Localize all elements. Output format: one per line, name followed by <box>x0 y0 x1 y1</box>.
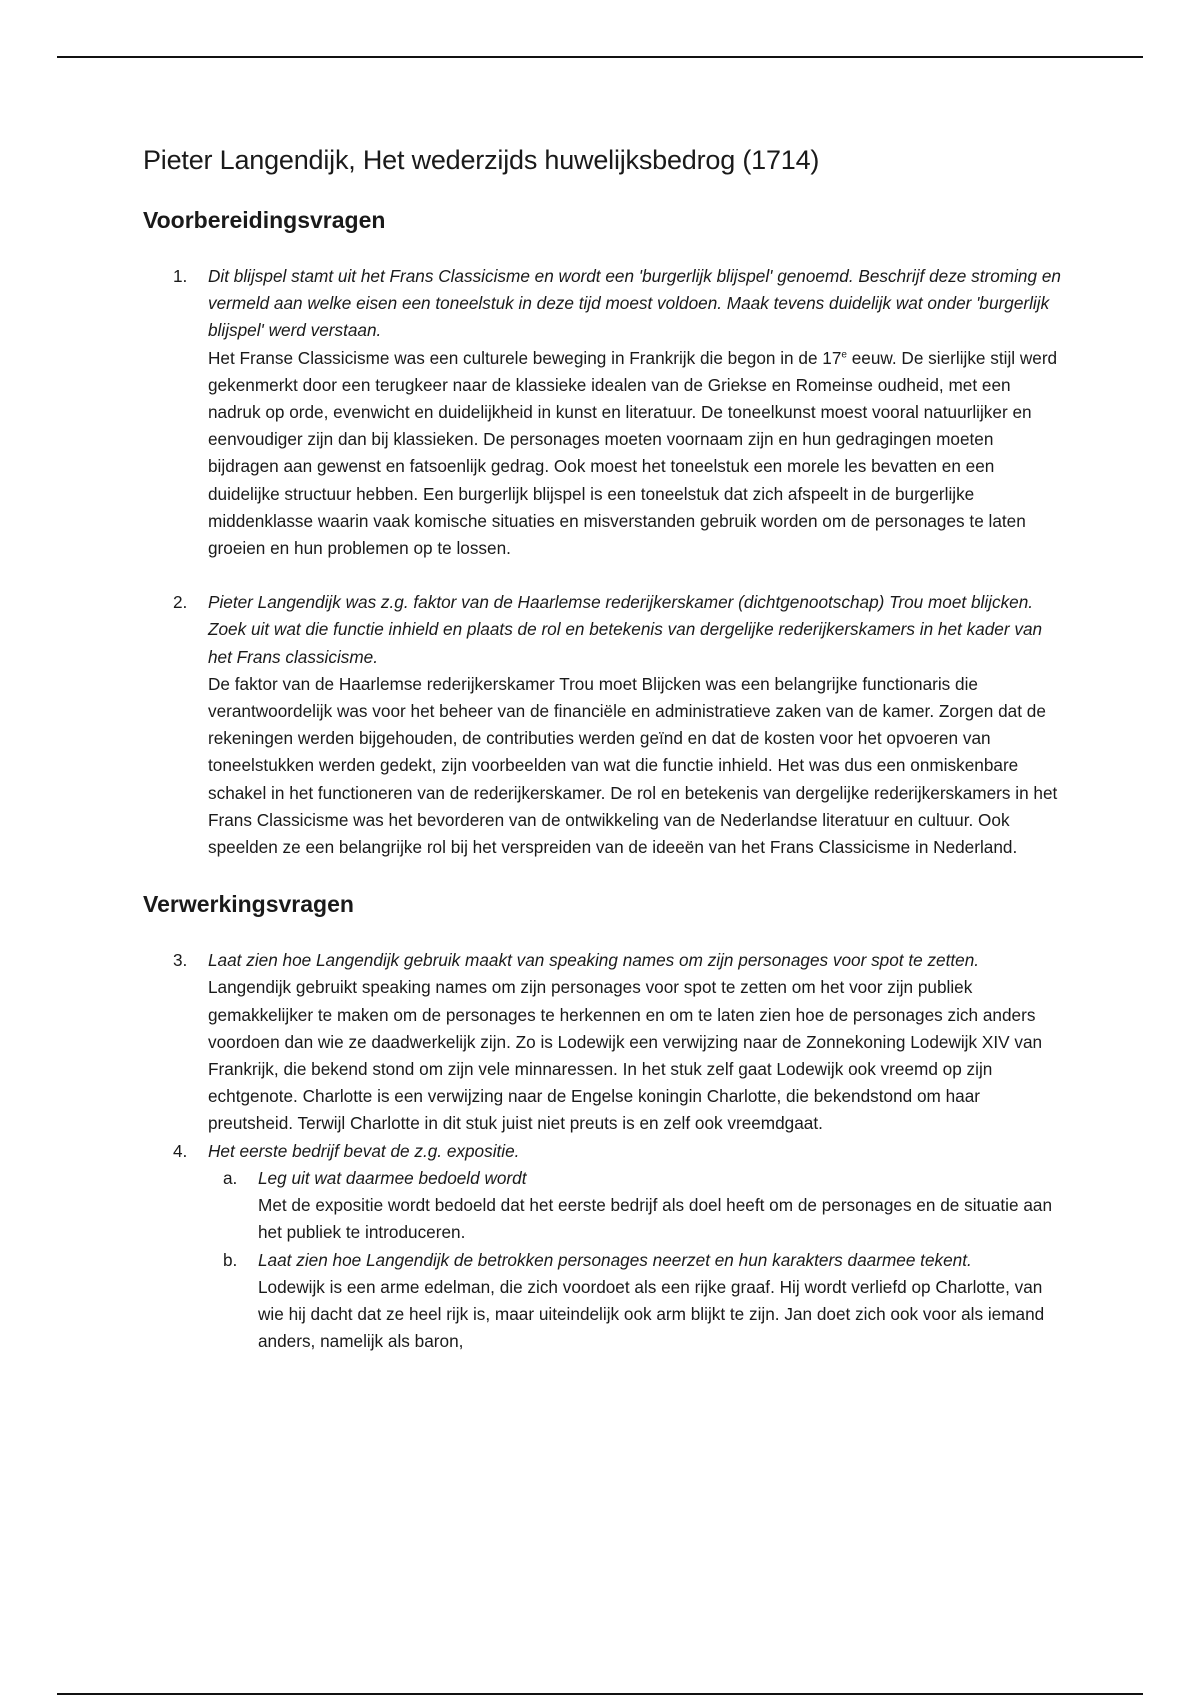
question-text: Het eerste bedrijf bevat de z.g. expositie. <box>208 1140 520 1161</box>
question-text: Laat zien hoe Langendijk gebruik maakt van speaking names om zijn personages voor spot te zetten. <box>208 950 980 971</box>
section-heading-voorbereidingsvragen: Voorbereidingsvragen <box>143 207 386 233</box>
footer-rule <box>57 1693 1143 1695</box>
question-text: Dit blijspel stamt uit het Frans Classicisme en wordt een 'burgerlijk blijspel' genoemd. Beschrijf deze stroming en vermeld aan welke eisen een toneelstuk in deze tijd moest voldoen. Maak tevens duidelijk wat onder 'burgerlijk blijspel' werd verstaan. <box>208 266 1061 341</box>
question-item-3 <box>143 947 1063 1137</box>
question-number: 1. <box>173 266 188 286</box>
century-superscript: e <box>841 348 847 360</box>
subquestion-answer: Lodewijk is een arme edelman, die zich voordoet als een rijke graaf. Hij wordt verliefd op Charlotte, van wie hij dacht dat ze heel rijk is, maar uiteindelijk ook arm blijkt te zijn. Jan doet zich ook voor als iemand anders, namelijk als baron, <box>258 1276 1045 1352</box>
section-heading-verwerkingsvragen: Verwerkingsvragen <box>143 891 354 918</box>
header-rule <box>57 56 1143 58</box>
question-number: 2. <box>173 592 188 613</box>
document-body <box>143 143 1063 1355</box>
subquestion-answer: Met de expositie wordt bedoeld dat het eerste bedrijf als doel heeft om de personages en de situatie aan het publiek te introduceren. <box>258 1195 1053 1243</box>
question-item-1 <box>143 263 1063 562</box>
answer-text <box>208 345 1063 563</box>
answer-text-part: eeuw. De sierlijke stijl werd gekenmerkt door een terugkeer naar de klassieke idealen van de Griekse en Romeinse oudheid, met een nadruk op orde, evenwicht en duidelijkheid in kunst en literatuur. De toneelkunst moest vooral natuurlijker en eenvoudiger zijn dan bij klassieken. De personages moeten voornaam zijn en hun gedragingen moeten bijdragen aan gewenst en fatsoenlijk gedrag. Ook moest het toneelstuk een morele les bevatten en een duidelijke structuur hebben. Een burgerlijk blijspel is een toneelstuk dat zich afspeelt in de burgerlijke middenklasse waarin vaak komische situaties en misverstanden gebruik worden om de personages te laten groeien en hun problemen op te lossen. <box>208 347 1058 559</box>
subquestion-text: Laat zien hoe Langendijk de betrokken personages neerzet en hun karakters daarmee tekent. <box>258 1249 972 1270</box>
question-text: Pieter Langendijk was z.g. faktor van de Haarlemse rederijkerskamer (dichtgenootschap) Trou moet blijcken. Zoek uit wat die functie inhield en plaats de rol en betekenis van dergelijke rederijkerskamers in het kader van het Frans classicisme. <box>208 592 1043 667</box>
answer-text-part: Het Franse Classicisme was een culturele beweging in Frankrijk die begon in de 17 <box>208 347 842 368</box>
question-item-4 <box>143 1138 1063 1165</box>
question-item-2 <box>143 589 1063 861</box>
document-title: Pieter Langendijk, Het wederzijds huwelijksbedrog (1714) <box>143 145 820 175</box>
question-number: 3. <box>173 950 188 971</box>
answer-text: De faktor van de Haarlemse rederijkerskamer Trou moet Blijcken was een belangrijke functionaris die verantwoordelijk was voor het beheer van de financiële en administratieve zaken van de kamer. Zorgen dat de rekeningen werden bijgehouden, de contributies werden geïnd en dat de kosten voor het opvoeren van toneelstukken werden gedekt, zijn voorbeelden van wat die functie inhield. Het was dus een onmiskenbare schakel in het functioneren van de rederijkerskamer. De rol en betekenis van dergelijke rederijkerskamers in het Frans Classicisme was het bevorderen van de ontwikkeling van de Nederlandse literatuur en cultuur. Ook speelden ze een belangrijke rol bij het verspreiden van de ideeën van het Frans Classicisme in Nederland. <box>208 673 1058 858</box>
subquestion-letter: a. <box>223 1167 238 1188</box>
subquestion-letter: b. <box>223 1249 238 1270</box>
subquestion-item-a <box>143 1165 1063 1247</box>
subquestion-item-b <box>143 1247 1063 1356</box>
answer-text: Langendijk gebruikt speaking names om zijn personages voor spot te zetten om het voor zijn publiek gemakkelijker te maken om de personages te herkennen en om te laten zien hoe de personages zich anders voordoen dan wie ze daadwerkelijk zijn. Zo is Lodewijk een verwijzing naar de Zonnekoning Lodewijk XIV van Frankrijk, die bekend stond om zijn vele minnaressen. In het stuk zelf gaat Lodewijk ook vreemd op zijn echtgenote. Charlotte is een verwijzing naar de Engelse koningin Charlotte, die bekendstond om haar preutsheid. Terwijl Charlotte in dit stuk juist niet preuts is en zelf ook vreemdgaat. <box>208 977 1043 1134</box>
subquestion-text: Leg uit wat daarmee bedoeld wordt <box>258 1167 527 1188</box>
question-number: 4. <box>173 1140 188 1161</box>
